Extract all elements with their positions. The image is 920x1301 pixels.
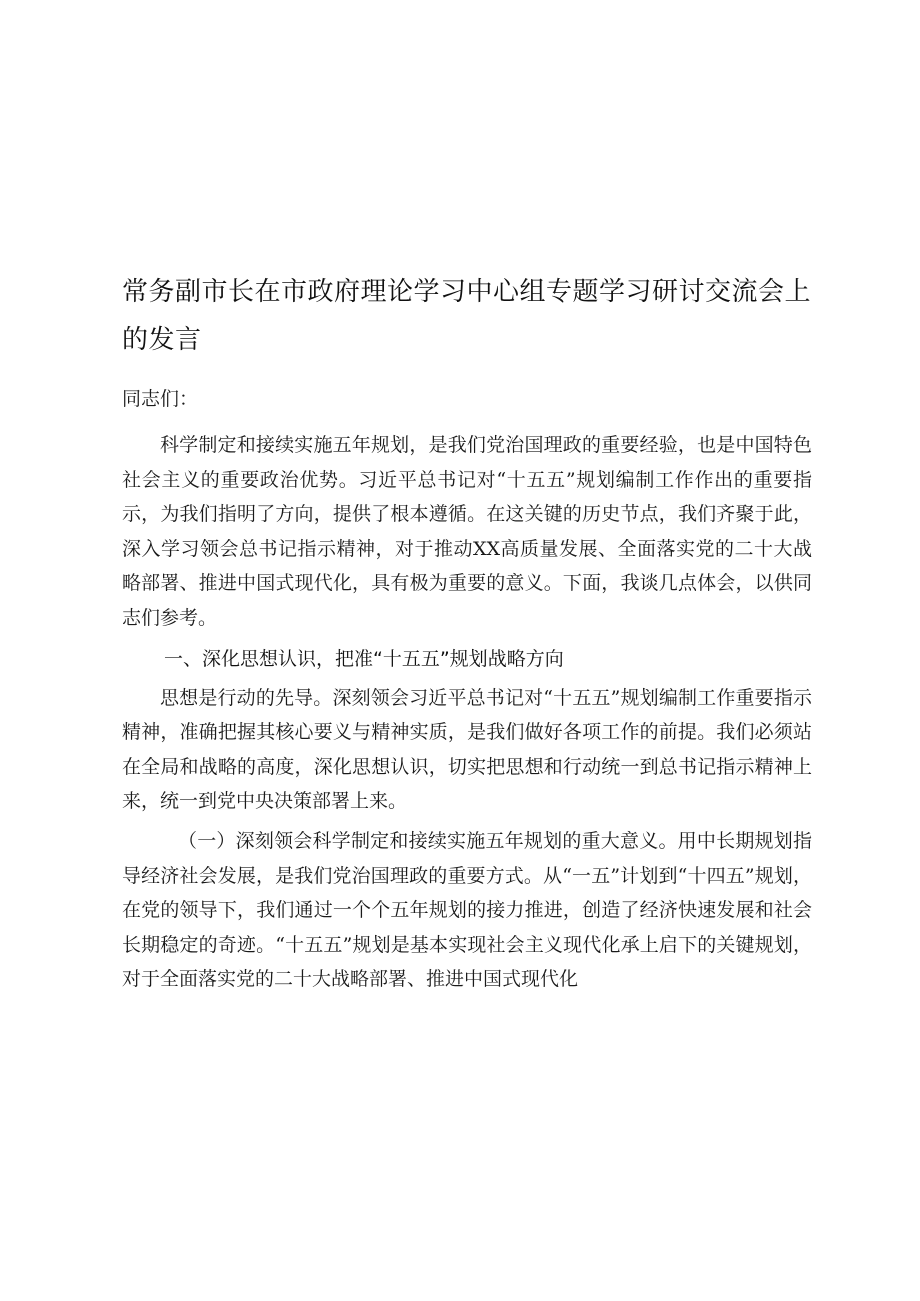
subsection-1-paragraph: （一）深刻领会科学制定和接续实施五年规划的重大意义。用中长期规划指导经济社会发展，是我们党治国理政的重要方式。从“一五”计划到“十四五”规划，在党的领导下，我们通过一个个五年规划的接力推进，创造了经济快速发展和社会长期稳定的奇迹。“十五五”规划是基本实现社会主义现代化承上启下的关键规划，对于全面落实党的二十大战略部署、推进中国式现代化 <box>122 829 812 991</box>
section-heading-1: 一、深化思想认识，把准“十五五”规划战略方向 <box>164 647 564 670</box>
section-1-paragraph: 思想是行动的先导。深刻领会习近平总书记对“十五五”规划编制工作重要指示精神，准确把握其核心要义与精神实质，是我们做好各项工作的前提。我们必须站在全局和战略的高度，深化思想认识，切实把思想和行动统一到总书记指示精神上来，统一到党中央决策部署上来。 <box>122 686 812 813</box>
salutation: 同志们： <box>122 388 199 410</box>
document-body <box>122 268 812 1002</box>
intro-paragraph: 科学制定和接续实施五年规划，是我们党治国理政的重要经验，也是中国特色社会主义的重要政治优势。习近平总书记对“十五五”规划编制工作作出的重要指示，为我们指明了方向，提供了根本遵循。在这关键的历史节点，我们齐聚于此，深入学习领会总书记指示精神，对于推动XX高质量发展、全面落实党的二十大战略部署、推进中国式现代化，具有极为重要的意义。下面，我谈几点体会，以供同志们参考。 <box>122 434 812 629</box>
document-title: 常务副市长在市政府理论学习中心组专题学习研讨交流会上的发言 <box>122 277 812 355</box>
